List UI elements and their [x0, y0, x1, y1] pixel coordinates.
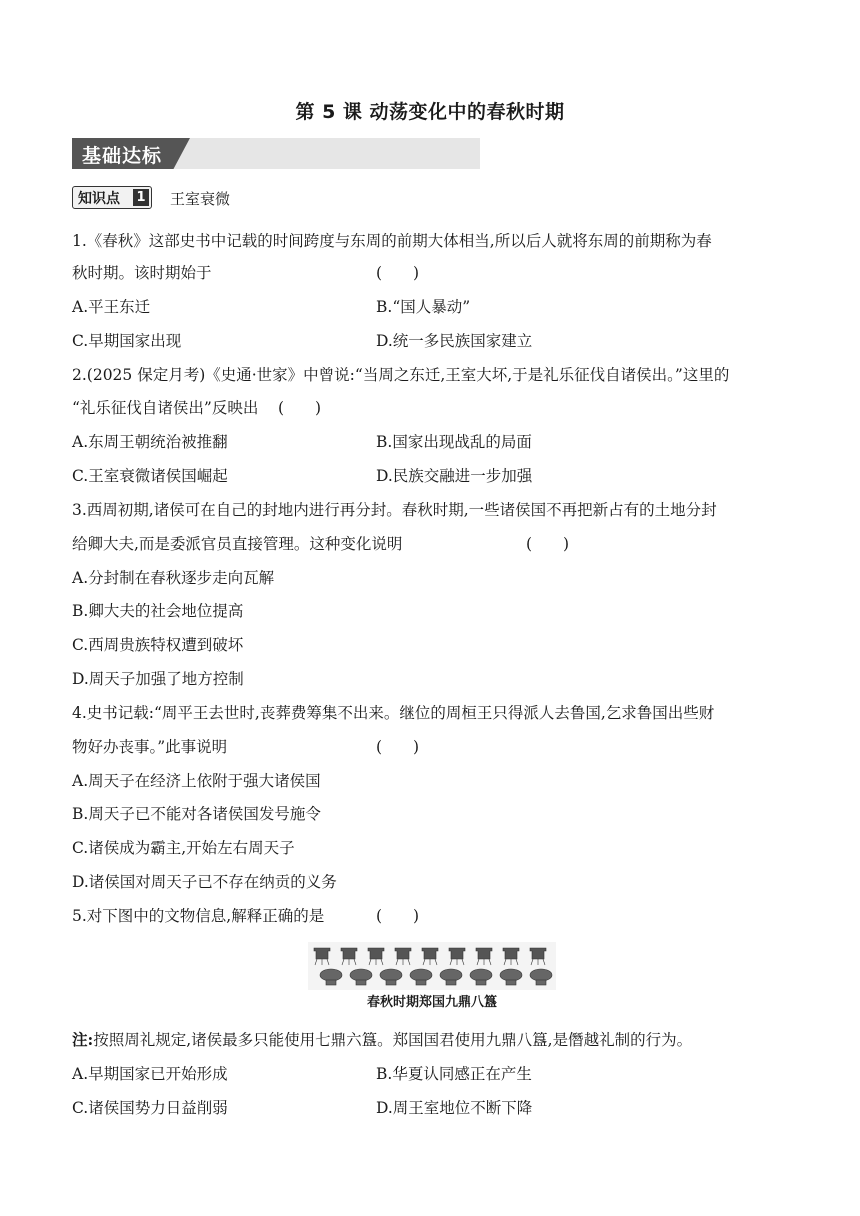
question-2-option-a[interactable]: A.东周王朝统治被推翻: [72, 433, 228, 451]
question-1-answer-blank[interactable]: ( ): [376, 264, 420, 282]
question-3-answer-blank[interactable]: ( ): [526, 535, 570, 553]
question-2-option-d[interactable]: D.民族交融进一步加强: [376, 467, 533, 485]
question-5-option-b[interactable]: B.华夏认同感正在产生: [376, 1065, 532, 1083]
question-2-option-b[interactable]: B.国家出现战乱的局面: [376, 433, 532, 451]
note-label: 注:: [72, 1030, 94, 1049]
question-5-option-a[interactable]: A.早期国家已开始形成: [72, 1065, 228, 1083]
question-4-line-1: 4.史书记载:“周平王去世时,丧葬费筹集不出来。继位的周桓王只得派人去鲁国,乞求鲁国出些财: [72, 704, 715, 722]
question-4-option-c[interactable]: C.诸侯成为霸主,开始左右周天子: [72, 839, 295, 857]
question-3-option-d[interactable]: D.周天子加强了地方控制: [72, 670, 244, 688]
knowledge-point-badge: [72, 186, 152, 209]
banner-label: 基础达标: [82, 145, 163, 167]
knowledge-point-topic: 王室衰微: [170, 190, 231, 208]
question-3-line-2: 给卿大夫,而是委派官员直接管理。这种变化说明: [72, 535, 403, 553]
question-1-option-a[interactable]: A.平王东迁: [72, 298, 151, 316]
page-title: 第 5 课 动荡变化中的春秋时期: [295, 101, 565, 123]
question-5-note: [72, 1030, 692, 1050]
question-1-option-c[interactable]: C.早期国家出现: [72, 332, 182, 350]
question-5-option-d[interactable]: D.周王室地位不断下降: [376, 1099, 533, 1117]
question-3-option-b[interactable]: B.卿大夫的社会地位提高: [72, 602, 244, 620]
question-4-answer-blank[interactable]: ( ): [376, 738, 420, 756]
question-3-option-c[interactable]: C.西周贵族特权遭到破坏: [72, 636, 244, 654]
question-1-line-1: 1.《春秋》这部史书中记载的时间跨度与东周的前期大体相当,所以后人就将东周的前期称为春: [72, 232, 712, 250]
question-1-option-d[interactable]: D.统一多民族国家建立: [376, 332, 533, 350]
question-3-option-a[interactable]: A.分封制在春秋逐步走向瓦解: [72, 569, 275, 587]
figure-caption: 春秋时期郑国九鼎八簋: [366, 995, 497, 1010]
section-banner: [72, 138, 480, 169]
question-2-line-2: “礼乐征伐自诸侯出”反映出: [72, 399, 259, 417]
question-1-line-2: 秋时期。该时期始于: [72, 264, 212, 282]
ding-gui-vessels-image: [308, 942, 556, 990]
knowledge-point-label: 知识点: [78, 191, 120, 207]
question-4-option-b[interactable]: B.周天子已不能对各诸侯国发号施令: [72, 805, 321, 823]
question-4-option-d[interactable]: D.诸侯国对周天子已不存在纳贡的义务: [72, 873, 337, 891]
question-2-line-1: 2.(2025 保定月考)《史通·世家》中曾说:“当周之东迁,王室大坏,于是礼乐征伐自诸侯出。”这里的: [72, 366, 730, 384]
question-3-line-1: 3.西周初期,诸侯可在自己的封地内进行再分封。春秋时期,一些诸侯国不再把新占有的土地分封: [72, 501, 717, 519]
ding-vessels-row: [314, 948, 546, 965]
question-5-line-1: 5.对下图中的文物信息,解释正确的是: [72, 907, 325, 925]
question-2-option-c[interactable]: C.王室衰微诸侯国崛起: [72, 467, 228, 485]
knowledge-point-number: 1: [133, 189, 149, 206]
note-text: 按照周礼规定,诸侯最多只能使用七鼎六簋。郑国国君使用九鼎八簋,是僭越礼制的行为。: [93, 1031, 693, 1049]
question-5-option-c[interactable]: C.诸侯国势力日益削弱: [72, 1099, 228, 1117]
question-2-answer-blank[interactable]: ( ): [278, 399, 322, 417]
question-5-answer-blank[interactable]: ( ): [376, 907, 420, 925]
bronze-vessels-figure: [308, 942, 556, 1012]
question-4-line-2: 物好办丧事。”此事说明: [72, 738, 228, 756]
question-4-option-a[interactable]: A.周天子在经济上依附于强大诸侯国: [72, 772, 321, 790]
question-1-option-b[interactable]: B.“国人暴动”: [376, 298, 471, 316]
